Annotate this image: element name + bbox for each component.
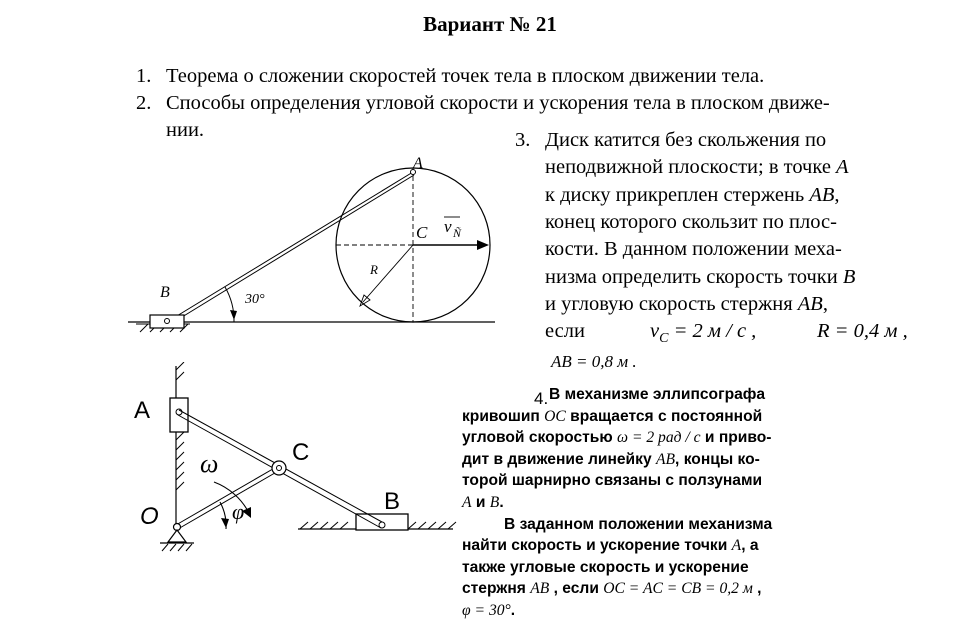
problem-4-line-9 bbox=[462, 557, 749, 579]
problem-3-line-5: кости. В данном положении меха- bbox=[545, 238, 842, 261]
problem-3-line-2-text: неподвижной плоскости; в точке bbox=[545, 156, 837, 179]
problem-4-line-5-part-0: торой шарнирно связаны с ползунами bbox=[462, 472, 763, 490]
problem-4-line-10-part-2: , если bbox=[549, 580, 604, 598]
problem-4-line-4-part-1: AB bbox=[655, 450, 676, 468]
problem-4-line-11-part-1: . bbox=[510, 602, 516, 619]
problem-4-line-11 bbox=[462, 600, 515, 622]
problem-3-line-6-text: низма определить скорость точки bbox=[545, 265, 843, 288]
problem-4-line-6 bbox=[462, 492, 504, 514]
problem-4-line-6-part-3: . bbox=[499, 494, 504, 511]
figure-ellipsograph bbox=[128, 362, 463, 562]
crank-oc-line-1 bbox=[176, 466, 278, 525]
problem-4-line-9-part-0: также угловые скорость и ускорение bbox=[462, 558, 749, 576]
problem-4-line-10-part-3: OC = AC = CB = 0,2 м bbox=[603, 580, 753, 598]
problem-4-line-2-part-0: кривошип bbox=[462, 407, 545, 425]
problem-3 bbox=[515, 127, 935, 377]
problem-3-line-7 bbox=[545, 291, 828, 318]
problem-4-line-7 bbox=[504, 514, 772, 536]
problem-4-line-4 bbox=[462, 449, 760, 471]
problem-4-line-10-part-0: стержня bbox=[462, 580, 531, 598]
joint-c-pin bbox=[277, 466, 282, 471]
figure-disk-rod bbox=[120, 150, 510, 350]
problem-4-number: 4. bbox=[534, 389, 549, 408]
problem-3-ab-formula: AB = 0,8 м . bbox=[551, 352, 637, 371]
problem-4-line-3 bbox=[462, 427, 771, 449]
problem-4-line-1 bbox=[549, 384, 765, 406]
problem-4 bbox=[462, 384, 882, 619]
rod-ab-line-1 bbox=[167, 172, 413, 322]
problem-3-number: 3. bbox=[515, 129, 531, 151]
label-b: B bbox=[160, 284, 170, 301]
problem-3-line-7-text: и угловую скорость стержня bbox=[545, 292, 798, 315]
pivot-o-hatching bbox=[162, 544, 192, 551]
label-r: R bbox=[370, 262, 378, 277]
problem-3-comma-2: , bbox=[822, 292, 828, 315]
label-o: O bbox=[140, 503, 159, 530]
rod-ab-line-2 bbox=[169, 175, 414, 325]
problem-3-symbol-ab: AB bbox=[809, 183, 835, 206]
problem-4-line-10-part-1: AB bbox=[530, 580, 550, 598]
problem-4-line-4-part-2: , концы ко- bbox=[675, 450, 760, 468]
problem-4-line-11-part-0: φ = 30° bbox=[462, 602, 511, 619]
problem-4-line-3-part-0: угловой скоростью bbox=[462, 429, 618, 447]
problem-3-symbol-a: A bbox=[836, 156, 849, 179]
angle-arc bbox=[225, 287, 234, 322]
problem-4-line-2-part-2: вращается с постоянной bbox=[565, 407, 763, 425]
problem-4-line-10 bbox=[462, 578, 761, 600]
label-omega: ω bbox=[200, 449, 219, 478]
label-angle: 30° bbox=[245, 292, 265, 307]
vc-subscript: C bbox=[659, 331, 669, 347]
problem-4-line-8-part-2: , а bbox=[741, 537, 759, 555]
question-1 bbox=[136, 63, 936, 90]
label-a: A bbox=[413, 155, 423, 172]
problem-3-line-1: Диск катится без скольжения по bbox=[545, 129, 827, 151]
problem-4-line-6-part-0: A bbox=[462, 494, 472, 511]
problem-4-line-2 bbox=[462, 406, 762, 428]
label-c-2: C bbox=[292, 439, 310, 466]
problem-3-vc-formula bbox=[650, 318, 756, 352]
problem-4-line-3-part-2: и приво- bbox=[700, 429, 772, 447]
pivot-o-support bbox=[168, 530, 186, 542]
label-c: C bbox=[416, 223, 428, 242]
question-2-number: 2. bbox=[136, 92, 152, 114]
problem-3-symbol-ab-2: AB bbox=[797, 292, 823, 315]
label-v-sub: Ñ bbox=[453, 226, 462, 240]
problem-4-line-7-part-0: В заданном положении механизма bbox=[504, 515, 773, 533]
problem-3-line-3 bbox=[545, 182, 840, 209]
problem-4-line-3-part-1: ω = 2 рад / с bbox=[617, 429, 701, 447]
label-a-2: A bbox=[134, 397, 151, 424]
problem-3-symbol-b: B bbox=[842, 265, 856, 288]
vc-symbol: v bbox=[650, 320, 660, 342]
problem-4-line-8 bbox=[462, 535, 759, 557]
problem-4-line-6-part-2: B bbox=[489, 494, 500, 511]
pin-b bbox=[165, 319, 170, 324]
label-v: v bbox=[444, 217, 452, 236]
problem-3-line-2 bbox=[545, 154, 849, 181]
problem-4-line-4-part-0: дит в движение линейку bbox=[462, 450, 656, 468]
problem-3-r-formula: R = 0,4 м , bbox=[817, 320, 908, 342]
velocity-arrow-head bbox=[477, 240, 489, 250]
vc-value: = 2 м / с , bbox=[668, 320, 757, 342]
problem-4-line-1-part-0: В механизме эллипсографа bbox=[549, 386, 766, 403]
question-2-text: Способы определения угловой скорости и ускорения тела в плоском движе- bbox=[166, 92, 830, 114]
problem-4-line-6-part-1: и bbox=[471, 494, 490, 511]
radius-arrow-head bbox=[360, 295, 370, 306]
pin-a-2 bbox=[176, 409, 182, 415]
problem-3-line-6 bbox=[545, 264, 855, 291]
question-2-continuation: нии. bbox=[166, 119, 205, 141]
problem-4-line-8-part-0: найти скорость и ускорение точки bbox=[462, 537, 732, 555]
problem-3-line-3-text: к диску прикреплен стержень bbox=[545, 183, 810, 206]
problem-3-esli: если bbox=[545, 320, 585, 342]
problem-4-line-10-part-4: , bbox=[752, 580, 762, 598]
problem-3-line-4: конец которого скользит по плос- bbox=[545, 210, 837, 233]
page-title: Вариант № 21 bbox=[423, 12, 557, 36]
question-1-text: Теорема о сложении скоростей точек тела в плоском движении тела. bbox=[166, 65, 765, 87]
question-1-number: 1. bbox=[136, 65, 152, 87]
angle-arc-head bbox=[230, 310, 237, 320]
problem-4-line-2-part-1: OC bbox=[544, 407, 566, 425]
problem-4-line-5 bbox=[462, 470, 762, 492]
crank-oc-line-2 bbox=[178, 470, 280, 529]
problem-4-line-8-part-1: A bbox=[731, 537, 742, 555]
label-b-2: B bbox=[384, 488, 401, 515]
label-phi: φ bbox=[232, 499, 245, 524]
problem-3-comma: , bbox=[834, 183, 840, 206]
phi-arc-head bbox=[221, 518, 229, 528]
